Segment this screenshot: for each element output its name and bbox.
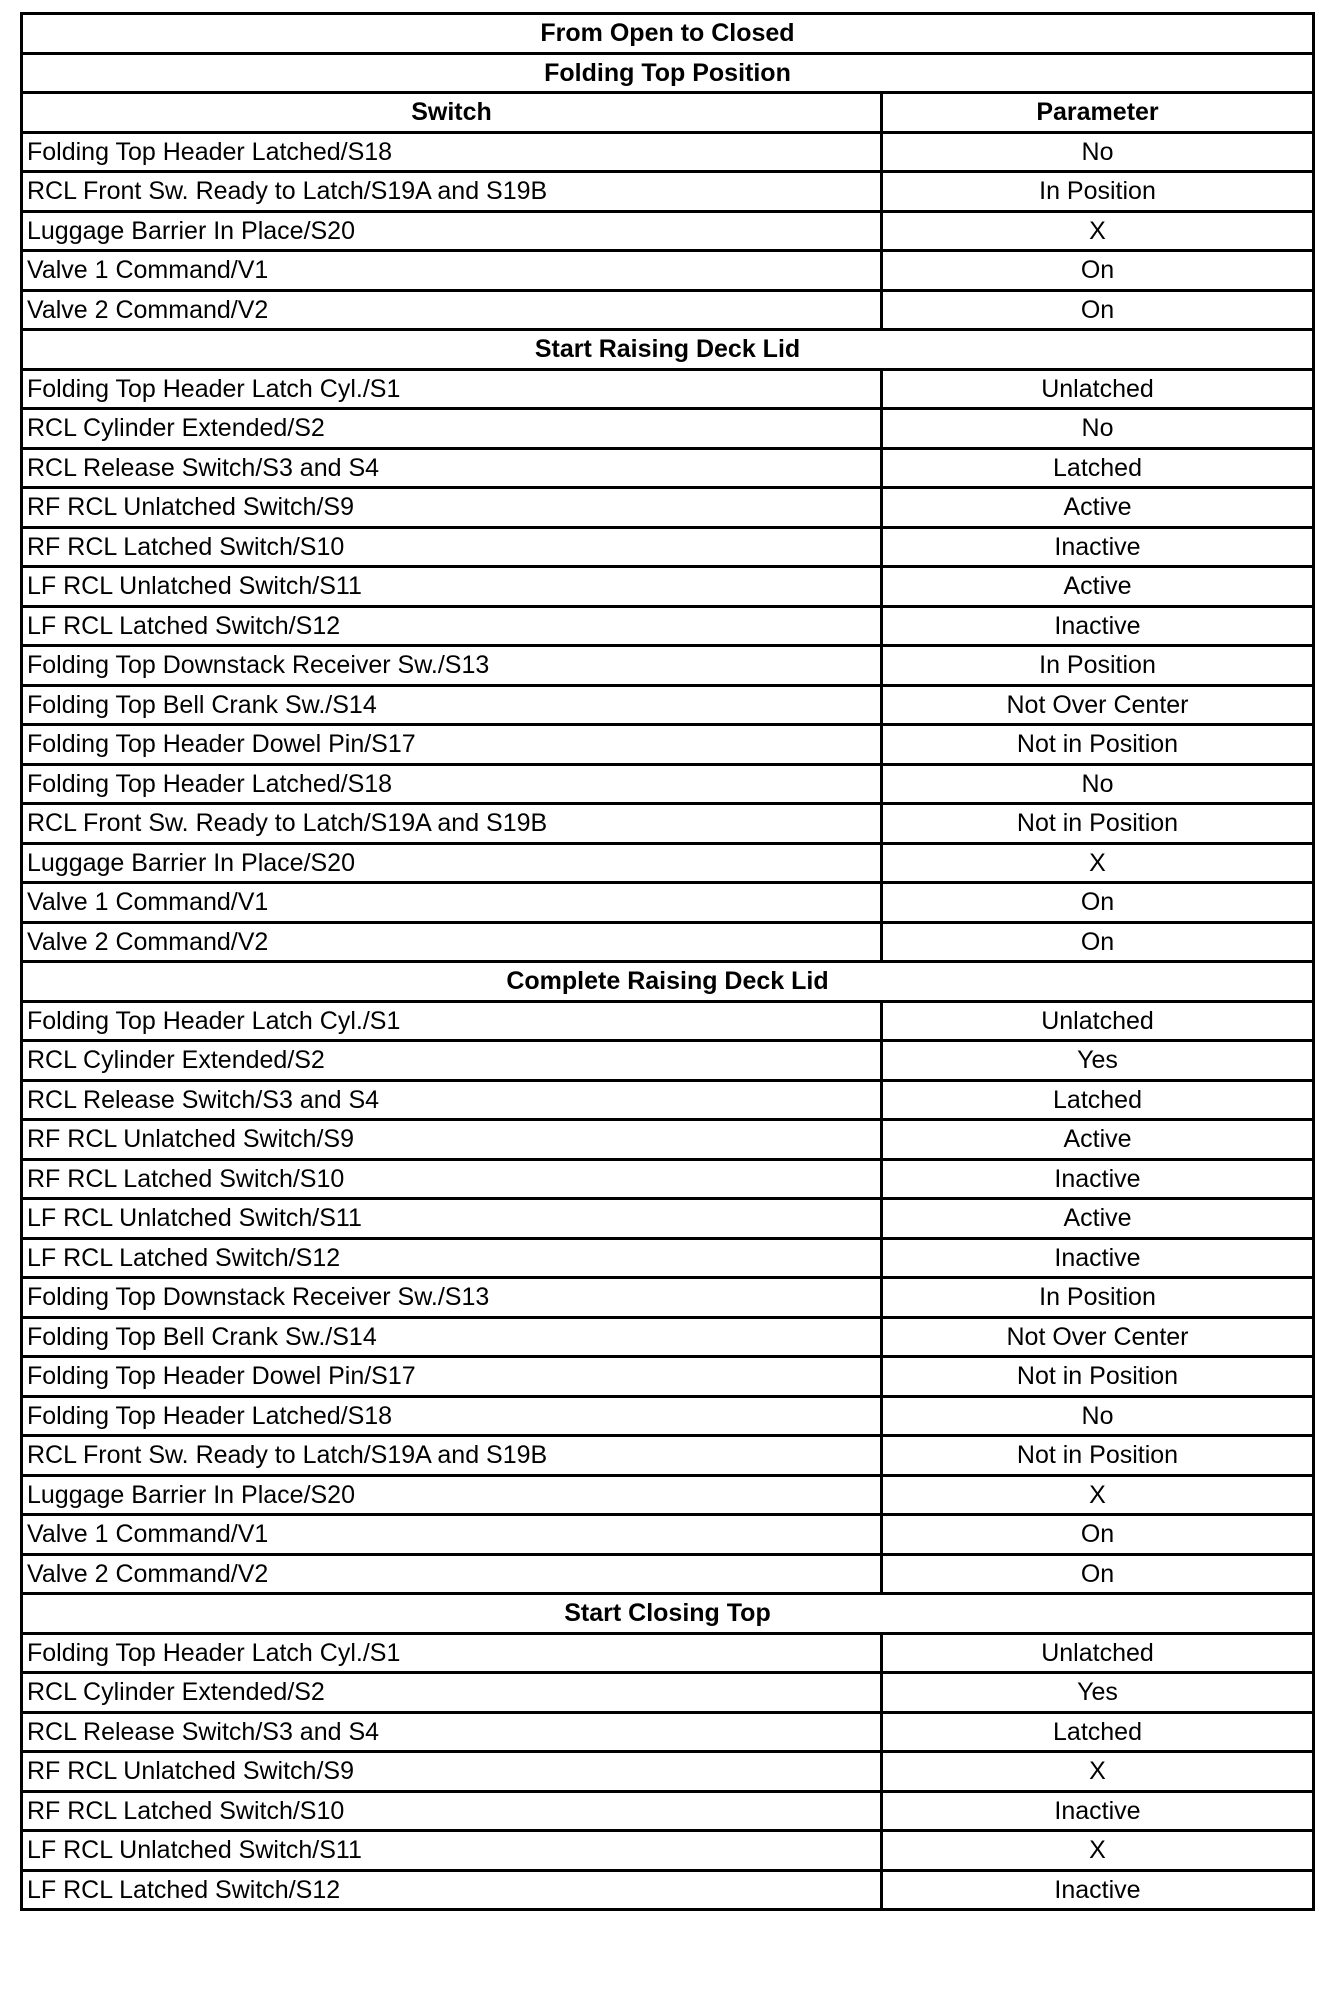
- switch-cell: Folding Top Header Latched/S18: [22, 1396, 882, 1436]
- parameter-cell: Latched: [882, 1712, 1314, 1752]
- table-row: [22, 843, 1314, 883]
- parameter-cell: Not in Position: [882, 804, 1314, 844]
- switch-cell: RF RCL Latched Switch/S10: [22, 1791, 882, 1831]
- parameter-cell: On: [882, 290, 1314, 330]
- switch-cell: RCL Cylinder Extended/S2: [22, 1041, 882, 1081]
- switch-cell: RCL Release Switch/S3 and S4: [22, 448, 882, 488]
- switch-cell: Folding Top Header Latched/S18: [22, 764, 882, 804]
- table-row: [22, 1080, 1314, 1120]
- switch-cell: LF RCL Unlatched Switch/S11: [22, 567, 882, 607]
- switch-cell: Folding Top Header Dowel Pin/S17: [22, 1357, 882, 1397]
- table-row: [22, 1001, 1314, 1041]
- parameter-cell: Yes: [882, 1041, 1314, 1081]
- table-row: [22, 685, 1314, 725]
- table-row: [22, 1159, 1314, 1199]
- parameter-cell: X: [882, 843, 1314, 883]
- table-row: [22, 646, 1314, 686]
- parameter-cell: Latched: [882, 448, 1314, 488]
- parameter-cell: Active: [882, 567, 1314, 607]
- switch-cell: RF RCL Unlatched Switch/S9: [22, 488, 882, 528]
- parameter-cell: X: [882, 211, 1314, 251]
- parameter-cell: Active: [882, 488, 1314, 528]
- table-row: [22, 527, 1314, 567]
- switch-cell: RCL Front Sw. Ready to Latch/S19A and S19B: [22, 1436, 882, 1476]
- table-row: [22, 1633, 1314, 1673]
- switch-cell: Valve 1 Command/V1: [22, 1515, 882, 1555]
- section-heading-row: [22, 53, 1314, 93]
- parameter-cell: Unlatched: [882, 1001, 1314, 1041]
- table-row: [22, 1238, 1314, 1278]
- parameter-cell: X: [882, 1831, 1314, 1871]
- table-row: [22, 1317, 1314, 1357]
- parameter-cell: On: [882, 1515, 1314, 1555]
- section-heading: Start Raising Deck Lid: [22, 330, 1314, 370]
- switch-parameter-table: [20, 12, 1315, 1911]
- table-row: [22, 922, 1314, 962]
- switch-cell: Folding Top Header Latch Cyl./S1: [22, 369, 882, 409]
- parameter-cell: Not in Position: [882, 1357, 1314, 1397]
- table-row: [22, 1870, 1314, 1910]
- table-row: [22, 804, 1314, 844]
- table-row: [22, 1712, 1314, 1752]
- table-row: [22, 448, 1314, 488]
- table-row: [22, 567, 1314, 607]
- parameter-cell: No: [882, 764, 1314, 804]
- column-header-parameter: Parameter: [882, 93, 1314, 133]
- parameter-cell: In Position: [882, 646, 1314, 686]
- switch-cell: LF RCL Latched Switch/S12: [22, 606, 882, 646]
- section-heading-row: [22, 330, 1314, 370]
- table-row: [22, 1752, 1314, 1792]
- switch-cell: RCL Release Switch/S3 and S4: [22, 1080, 882, 1120]
- table-title: From Open to Closed: [22, 14, 1314, 54]
- table-row: [22, 409, 1314, 449]
- parameter-cell: No: [882, 132, 1314, 172]
- switch-cell: Folding Top Bell Crank Sw./S14: [22, 685, 882, 725]
- parameter-cell: X: [882, 1752, 1314, 1792]
- table-row: [22, 725, 1314, 765]
- parameter-cell: Inactive: [882, 1159, 1314, 1199]
- table-body: [22, 14, 1314, 1910]
- table-row: [22, 488, 1314, 528]
- parameter-cell: Active: [882, 1199, 1314, 1239]
- column-header-row: [22, 93, 1314, 133]
- parameter-cell: On: [882, 922, 1314, 962]
- title-row: [22, 14, 1314, 54]
- switch-cell: Folding Top Downstack Receiver Sw./S13: [22, 1278, 882, 1318]
- parameter-cell: Inactive: [882, 527, 1314, 567]
- table-row: [22, 606, 1314, 646]
- parameter-cell: On: [882, 1554, 1314, 1594]
- table-row: [22, 1475, 1314, 1515]
- column-header-switch: Switch: [22, 93, 882, 133]
- section-heading-row: [22, 962, 1314, 1002]
- switch-cell: Valve 2 Command/V2: [22, 1554, 882, 1594]
- switch-cell: RCL Cylinder Extended/S2: [22, 409, 882, 449]
- switch-cell: Folding Top Header Latch Cyl./S1: [22, 1633, 882, 1673]
- section-heading: Complete Raising Deck Lid: [22, 962, 1314, 1002]
- parameter-cell: Latched: [882, 1080, 1314, 1120]
- switch-cell: LF RCL Latched Switch/S12: [22, 1870, 882, 1910]
- switch-cell: Valve 1 Command/V1: [22, 883, 882, 923]
- parameter-cell: Not Over Center: [882, 1317, 1314, 1357]
- table-row: [22, 1041, 1314, 1081]
- parameter-cell: Not in Position: [882, 725, 1314, 765]
- switch-cell: Valve 1 Command/V1: [22, 251, 882, 291]
- parameter-cell: Inactive: [882, 1870, 1314, 1910]
- parameter-cell: In Position: [882, 1278, 1314, 1318]
- parameter-cell: On: [882, 251, 1314, 291]
- parameter-cell: Not Over Center: [882, 685, 1314, 725]
- switch-cell: Folding Top Header Latched/S18: [22, 132, 882, 172]
- parameter-cell: On: [882, 883, 1314, 923]
- parameter-cell: Inactive: [882, 1791, 1314, 1831]
- switch-cell: Folding Top Header Latch Cyl./S1: [22, 1001, 882, 1041]
- table-row: [22, 1396, 1314, 1436]
- section-heading: Folding Top Position: [22, 53, 1314, 93]
- parameter-cell: Inactive: [882, 1238, 1314, 1278]
- switch-cell: RCL Front Sw. Ready to Latch/S19A and S19B: [22, 172, 882, 212]
- parameter-cell: In Position: [882, 172, 1314, 212]
- switch-cell: RCL Cylinder Extended/S2: [22, 1673, 882, 1713]
- table-row: [22, 369, 1314, 409]
- switch-cell: Valve 2 Command/V2: [22, 290, 882, 330]
- table-row: [22, 764, 1314, 804]
- switch-cell: RF RCL Latched Switch/S10: [22, 1159, 882, 1199]
- parameter-cell: Unlatched: [882, 1633, 1314, 1673]
- table-row: [22, 1278, 1314, 1318]
- table-row: [22, 1436, 1314, 1476]
- switch-cell: Luggage Barrier In Place/S20: [22, 1475, 882, 1515]
- switch-cell: LF RCL Latched Switch/S12: [22, 1238, 882, 1278]
- table-row: [22, 883, 1314, 923]
- table-row: [22, 132, 1314, 172]
- table-row: [22, 172, 1314, 212]
- document-page: [20, 12, 1312, 1911]
- parameter-cell: No: [882, 409, 1314, 449]
- parameter-cell: No: [882, 1396, 1314, 1436]
- switch-cell: Folding Top Bell Crank Sw./S14: [22, 1317, 882, 1357]
- switch-cell: RCL Release Switch/S3 and S4: [22, 1712, 882, 1752]
- parameter-cell: Unlatched: [882, 369, 1314, 409]
- section-heading: Start Closing Top: [22, 1594, 1314, 1634]
- table-row: [22, 1515, 1314, 1555]
- switch-cell: LF RCL Unlatched Switch/S11: [22, 1199, 882, 1239]
- table-row: [22, 1357, 1314, 1397]
- switch-cell: RF RCL Latched Switch/S10: [22, 527, 882, 567]
- table-row: [22, 1831, 1314, 1871]
- section-heading-row: [22, 1594, 1314, 1634]
- switch-cell: Luggage Barrier In Place/S20: [22, 843, 882, 883]
- switch-cell: Valve 2 Command/V2: [22, 922, 882, 962]
- table-row: [22, 1120, 1314, 1160]
- table-row: [22, 1199, 1314, 1239]
- table-row: [22, 290, 1314, 330]
- table-row: [22, 1554, 1314, 1594]
- switch-cell: LF RCL Unlatched Switch/S11: [22, 1831, 882, 1871]
- parameter-cell: Active: [882, 1120, 1314, 1160]
- switch-cell: Folding Top Header Dowel Pin/S17: [22, 725, 882, 765]
- parameter-cell: Not in Position: [882, 1436, 1314, 1476]
- table-row: [22, 1673, 1314, 1713]
- parameter-cell: X: [882, 1475, 1314, 1515]
- parameter-cell: Inactive: [882, 606, 1314, 646]
- parameter-cell: Yes: [882, 1673, 1314, 1713]
- switch-cell: RF RCL Unlatched Switch/S9: [22, 1752, 882, 1792]
- switch-cell: RF RCL Unlatched Switch/S9: [22, 1120, 882, 1160]
- switch-cell: Folding Top Downstack Receiver Sw./S13: [22, 646, 882, 686]
- switch-cell: Luggage Barrier In Place/S20: [22, 211, 882, 251]
- table-row: [22, 211, 1314, 251]
- switch-cell: RCL Front Sw. Ready to Latch/S19A and S19B: [22, 804, 882, 844]
- table-row: [22, 251, 1314, 291]
- table-row: [22, 1791, 1314, 1831]
